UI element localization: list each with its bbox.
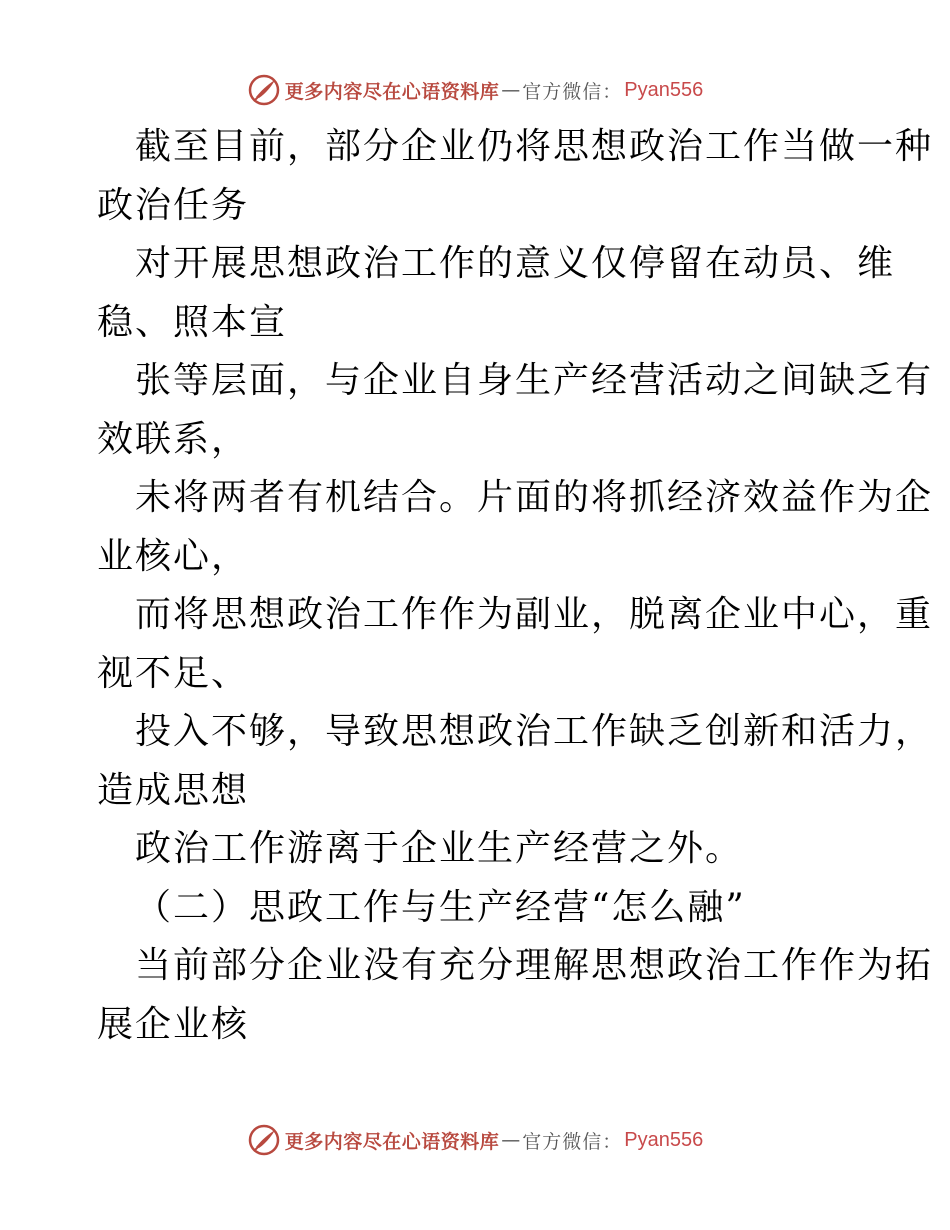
section-heading: （二）思政工作与生产经营“怎么融” [135,886,746,928]
body-line: 业核心， [97,535,250,577]
body-line: 政治工作游离于企业生产经营之外。 [135,828,744,869]
footer-watermark-banner [0,1120,950,1160]
footer-brand-text: 更多内容尽在心语资料库 [284,1130,500,1153]
body-line: 视不足、 [97,652,250,694]
footer-wechat-label: 官方微信： [522,1130,623,1153]
body-line: 展企业核 [97,1003,250,1045]
header-watermark-banner [0,70,950,110]
body-line: 而将思想政治工作作为副业，脱离企业中心，重 [135,594,934,635]
body-line: 对开展思想政治工作的意义仅停留在动员、维 [135,243,896,284]
header-wechat-label: 官方微信： [522,80,623,103]
body-line: 张等层面，与企业自身生产经营活动之间缺乏有 [135,360,934,401]
header-wechat-id: Pyan556 [624,78,704,101]
footer-wechat-id: Pyan556 [624,1128,704,1151]
quill-logo-icon [247,73,281,107]
header-brand-text: 更多内容尽在心语资料库 [284,80,500,103]
body-line: 未将两者有机结合。片面的将抓经济效益作为企 [135,477,934,518]
document-body [97,118,934,1054]
body-line: 截至目前，部分企业仍将思想政治工作当做一种 [135,126,934,167]
body-line: 投入不够，导致思想政治工作缺乏创新和活力， [135,711,934,752]
quill-logo-icon [247,1123,281,1157]
body-line: 当前部分企业没有充分理解思想政治工作作为拓 [135,945,934,986]
footer-dash: — [501,1129,521,1151]
body-line: 稳、照本宣 [97,301,288,343]
header-dash: — [501,79,521,101]
body-line: 政治任务 [97,184,250,226]
body-line: 造成思想 [97,769,250,811]
body-line: 效联系， [97,418,250,460]
